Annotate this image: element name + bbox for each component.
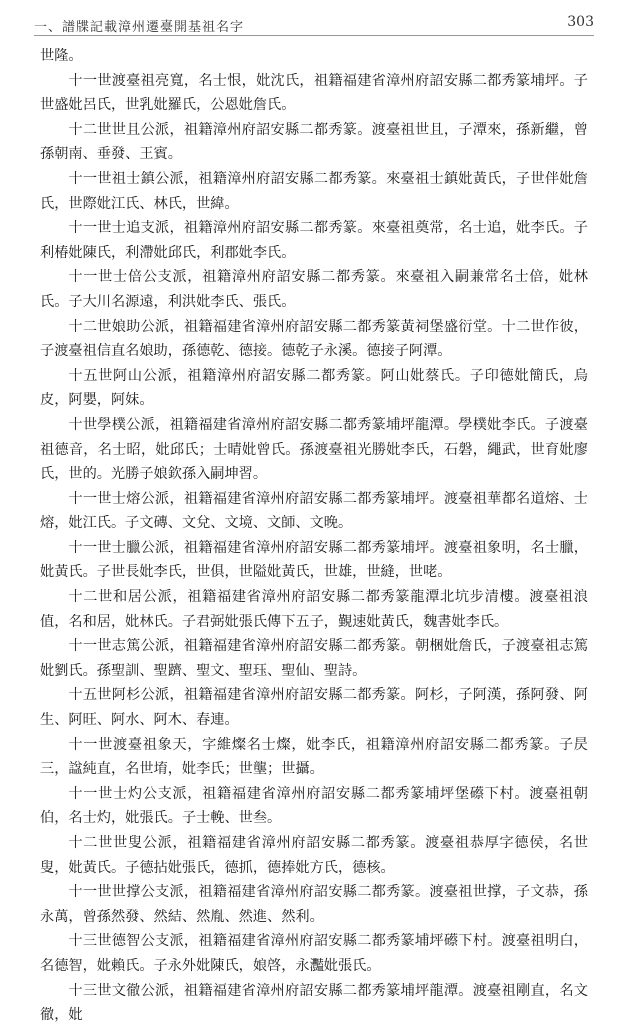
running-title: 一、譜牒記載漳州遷臺開基祖名字 <box>34 20 245 35</box>
paragraph: 十三世德智公支派，祖籍福建省漳州府詔安縣二都秀篆埔坪礤下村。渡臺祖明白，名德智，妣賴氏。子永外妣陳氏，娘啓，永灩妣張氏。 <box>40 933 588 974</box>
paragraph: 十二世世且公派，祖籍漳州府詔安縣二都秀篆。渡臺祖世且，子潭來，孫新繼，曾孫朝南、垂發、王賓。 <box>40 121 588 163</box>
paragraph: 十一世士追支派，祖籍漳州府詔安縣二都秀篆。來臺祖奠常，名士追，妣李氏。子利椿妣陳氏，利滯妣邱氏，利郡妣李氏。 <box>40 220 588 261</box>
page-header <box>34 8 594 34</box>
paragraph: 十一世世撑公支派，祖籍福建省漳州府詔安縣二都秀篆。渡臺祖世撑，子文恭，孫永萬，曾孫然發、然結、然胤、然進、然利。 <box>40 884 588 925</box>
paragraph: 十二世世叟公派，祖籍福建省漳州府詔安縣二都秀篆。渡臺祖恭厚字德侯，名世叟，妣黃氏。子德拈妣張氏，德抓，德捧妣方氏，德核。 <box>40 835 588 876</box>
paragraph: 十二世和居公派，祖籍福建省漳州府詔安縣二都秀篆龍潭北坑步清樓。渡臺祖浪值，名和居，妣林氏。子君弼妣張氏傳下五子，覲速妣黃氏，魏書妣李氏。 <box>40 589 588 630</box>
paragraph: 十一世志篤公派，祖籍福建省漳州府詔安縣二都秀篆。朝梱妣詹氏，子渡臺祖志篤妣劉氏。孫聖訓、聖躋、聖文、聖珏、聖仙、聖詩。 <box>40 638 588 679</box>
paragraph: 十一世士熔公派，祖籍福建省漳州府詔安縣二都秀篆埔坪。渡臺祖華都名道熔、士熔，妣江氏。子文磚、文兌、文境、文師、文晚。 <box>40 490 588 532</box>
header-rule <box>34 35 594 36</box>
paragraph: 十一世祖士鎮公派，祖籍漳州府詔安縣二都秀篆。來臺祖士鎮妣黃氏，子世伴妣詹氏，世際妣江氏、林氏，世緯。 <box>40 170 588 212</box>
paragraph: 十五世阿山公派，祖籍漳州府詔安縣二都秀篆。阿山妣蔡氏。子印德妣簡氏，烏皮，阿嬰，阿妹。 <box>40 367 588 409</box>
genealogy-text <box>40 44 588 1028</box>
paragraph: 十一世士灼公支派，祖籍福建省漳州府詔安縣二都秀篆埔坪堡礤下村。渡臺祖朝伯，名士灼，妣張氏。子士輓、世叁。 <box>40 785 588 827</box>
page-number: 303 <box>567 14 594 30</box>
paragraph: 十一世士倍公支派，祖籍漳州府詔安縣二都秀篆。來臺祖入嗣兼常名士倍，妣林氏。子大川名源遠，利洪妣李氏、張氏。 <box>40 269 588 310</box>
paragraph: 十三世文徹公派，祖籍福建省漳州府詔安縣二都秀篆埔坪龍潭。渡臺祖剛直，名文徹，妣 <box>40 982 588 1024</box>
paragraph: 十五世阿杉公派，祖籍福建省漳州府詔安縣二都秀篆。阿杉，子阿漢，孫阿發、阿生、阿旺、阿水、阿木、春連。 <box>40 687 588 729</box>
paragraph: 十一世渡臺祖亮寬，名士恨，妣沈氏，祖籍福建省漳州府詔安縣二都秀篆埔坪。子世盛妣呂氏，世乳妣羅氏，公恩妣詹氏。 <box>40 72 588 114</box>
paragraph: 十一世士臘公派，祖籍福建省漳州府詔安縣二都秀篆埔坪。渡臺祖象明，名士臘，妣黃氏。子世長妣李氏，世俱，世隘妣黃氏，世雄，世縫，世咾。 <box>40 539 588 581</box>
paragraph: 十世學樸公派，祖籍福建省漳州府詔安縣二都秀篆埔坪龍潭。學樸妣李氏。子渡臺祖德音，名士昭，妣邱氏；士晴妣曾氏。孫渡臺祖光勝妣李氏，石磐，繩武，世育妣廖氏，世的。光勝子娘欽孫入嗣坤習。 <box>40 416 588 483</box>
paragraph: 十二世娘助公派，祖籍福建省漳州府詔安縣二都秀篆黃祠堡盛衍堂。十二世作彼，子渡臺祖信直名娘助，孫德乾、德接。德乾子永溪。德接子阿潭。 <box>40 318 588 360</box>
paragraph: 世隆。 <box>40 48 83 64</box>
paragraph: 十一世渡臺祖象天，字維燦名士燦，妣李氏，祖籍漳州府詔安縣二都秀篆。子昃三，諡純直，名世堉，妣李氏；世壟；世攝。 <box>40 736 588 778</box>
